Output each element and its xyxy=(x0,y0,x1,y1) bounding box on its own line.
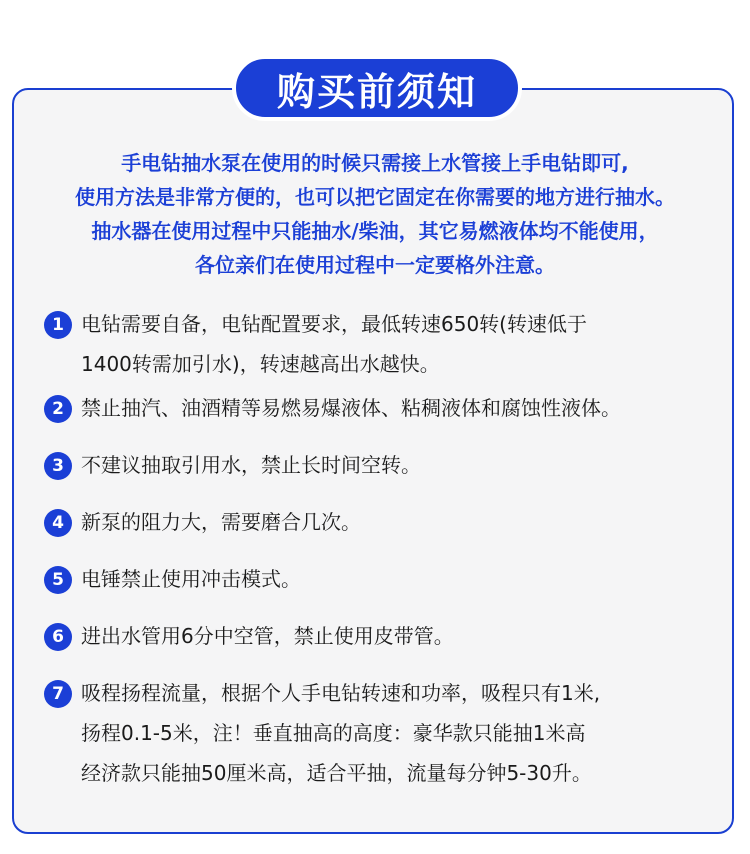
notice-text xyxy=(81,616,454,656)
notice-text xyxy=(81,388,621,428)
intro-line: 使用方法是非常方便的，也可以把它固定在你需要的地方进行抽水。 xyxy=(75,185,675,209)
notice-text xyxy=(81,304,587,384)
number-badge: 3 xyxy=(44,452,72,480)
notice-text xyxy=(81,559,301,599)
title-badge xyxy=(232,55,522,121)
notice-line: 经济款只能抽50厘米高，适合平抽，流量每分钟5-30升。 xyxy=(81,761,592,785)
number-badge: 2 xyxy=(44,395,72,423)
notice-line: 电锤禁止使用冲击模式。 xyxy=(81,567,301,591)
notice-line: 1400转需加引水)，转速越高出水越快。 xyxy=(81,352,440,376)
number-badge: 5 xyxy=(44,566,72,594)
notice-text xyxy=(81,673,600,793)
notice-line: 禁止抽汽、油酒精等易燃易爆液体、粘稠液体和腐蚀性液体。 xyxy=(81,396,621,420)
notice-item-6 xyxy=(44,622,724,656)
number-badge: 6 xyxy=(44,623,72,651)
number-badge: 4 xyxy=(44,509,72,537)
notice-text xyxy=(81,502,361,542)
notice-item-5 xyxy=(44,565,724,599)
intro-line: 手电钻抽水泵在使用的时候只需接上水管接上手电钻即可, xyxy=(121,151,629,175)
intro-line: 抽水器在使用过程中只能抽水/柴油，其它易燃液体均不能使用， xyxy=(91,219,659,243)
notice-line: 不建议抽取引用水，禁止长时间空转。 xyxy=(81,453,421,477)
notice-item-4 xyxy=(44,508,724,542)
notice-item-1 xyxy=(44,310,724,384)
notice-text xyxy=(81,445,421,485)
notice-item-3 xyxy=(44,451,724,485)
notice-line: 扬程0.1-5米，注！垂直抽高的高度：豪华款只能抽1米高 xyxy=(81,721,586,745)
notice-item-2 xyxy=(44,394,724,428)
notice-line: 进出水管用6分中空管，禁止使用皮带管。 xyxy=(81,624,454,648)
notice-item-7 xyxy=(44,679,724,793)
notice-line: 新泵的阻力大，需要磨合几次。 xyxy=(81,510,361,534)
number-badge: 1 xyxy=(44,311,72,339)
page-title: 购买前须知 xyxy=(276,69,477,114)
intro-line: 各位亲们在使用过程中一定要格外注意。 xyxy=(195,253,555,277)
notice-line: 电钻需要自备，电钻配置要求，最低转速650转(转速低于 xyxy=(81,312,587,336)
intro-paragraph xyxy=(14,146,736,282)
notice-line: 吸程扬程流量，根据个人手电钻转速和功率，吸程只有1米, xyxy=(81,681,601,705)
number-badge: 7 xyxy=(44,680,72,708)
